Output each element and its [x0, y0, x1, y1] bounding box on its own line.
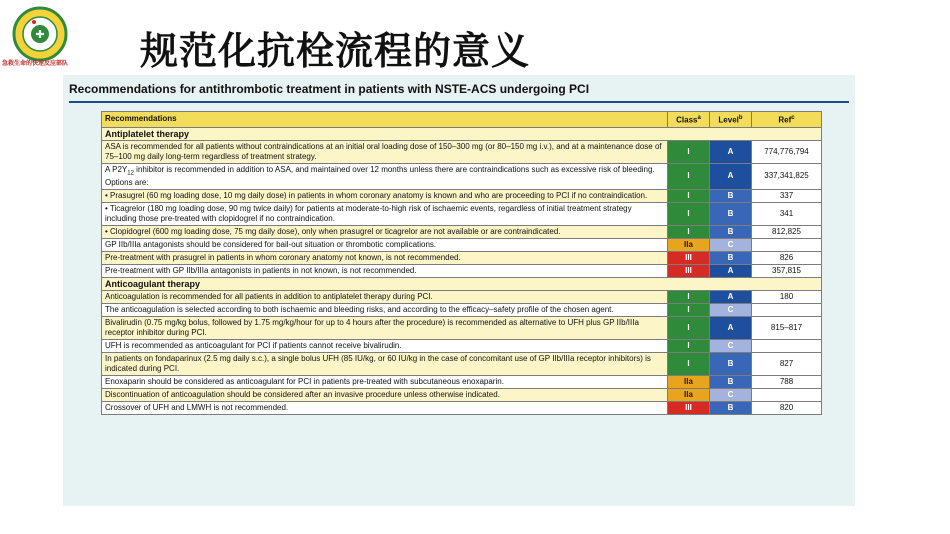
reference-cell: [752, 239, 822, 252]
level-badge: C: [710, 389, 752, 402]
guideline-table-image: [63, 75, 855, 506]
class-badge: I: [668, 163, 710, 190]
hospital-logo-icon: [10, 6, 70, 62]
section-header-row: [102, 127, 822, 140]
recommendation-text: • Ticagrelor (180 mg loading dose, 90 mg twice daily) for patients at moderate-to-high risk of ischaemic events, regardless of initial treatment strategy including those pre-treated with clopidogrel if no contraindication.: [102, 203, 668, 226]
recommendation-text: A $P2Y_{12}$ inhibitor is recommended in addition to ASA, and maintained over 12 months unless there are contraindications such as excessive risk of bleeding. Options are:: [102, 163, 668, 190]
table-row: [102, 317, 822, 340]
level-badge: A: [710, 317, 752, 340]
class-badge: III: [668, 402, 710, 415]
reference-cell: 827: [752, 353, 822, 376]
recommendation-text: Anticoagulation is recommended for all patients in addition to antiplatelet therapy during PCI.: [102, 291, 668, 304]
table-body: [102, 127, 822, 415]
level-badge: C: [710, 304, 752, 317]
recommendation-text: Crossover of UFH and LMWH is not recommended.: [102, 402, 668, 415]
recommendation-text: Pre-treatment with GP IIb/IIIa antagonists in patients in not known, is not recommended.: [102, 265, 668, 278]
class-badge: I: [668, 317, 710, 340]
recommendation-text: Pre-treatment with prasugrel in patients in whom coronary anatomy not known, is not recommended.: [102, 252, 668, 265]
recommendation-text: In patients on fondaparinux (2.5 mg daily s.c.), a single bolus UFH (85 IU/kg, or 60 IU/kg in the case of concomitant use of GP IIb/IIIa receptor inhibitors) is indicated during PCI.: [102, 353, 668, 376]
table-row: [102, 140, 822, 163]
recommendation-text: Discontinuation of anticoagulation should be considered after an invasive procedure unless otherwise indicated.: [102, 389, 668, 402]
recommendation-text: UFH is recommended as anticoagulant for PCI if patients cannot receive bivalirudin.: [102, 340, 668, 353]
class-badge: III: [668, 252, 710, 265]
reference-cell: [752, 340, 822, 353]
reference-cell: 820: [752, 402, 822, 415]
recommendation-text: • Clopidogrel (600 mg loading dose, 75 mg daily dose), only when prasugrel or ticagrelor are not available or are contraindicated.: [102, 226, 668, 239]
section-header-row: [102, 278, 822, 291]
recommendation-text: GP IIb/IIIa antagonists should be considered for bail-out situation or thrombotic complications.: [102, 239, 668, 252]
col-header-class: Class$^a$: [668, 112, 710, 128]
col-header-recommendations: Recommendations: [102, 112, 668, 128]
recommendation-text: Enoxaparin should be considered as anticoagulant for PCI in patients pre-treated with subcutaneous enoxaparin.: [102, 376, 668, 389]
level-badge: C: [710, 340, 752, 353]
reference-cell: 812,825: [752, 226, 822, 239]
level-badge: A: [710, 140, 752, 163]
table-row: [102, 203, 822, 226]
level-badge: B: [710, 353, 752, 376]
reference-cell: 774,776,794: [752, 140, 822, 163]
level-badge: A: [710, 265, 752, 278]
level-badge: A: [710, 291, 752, 304]
slide-title: 规范化抗栓流程的意义: [140, 29, 531, 73]
level-badge: B: [710, 203, 752, 226]
recommendations-table: [101, 111, 822, 415]
level-badge: B: [710, 190, 752, 203]
table-row: [102, 226, 822, 239]
table-row: [102, 291, 822, 304]
level-badge: C: [710, 239, 752, 252]
table-row: [102, 340, 822, 353]
class-badge: I: [668, 226, 710, 239]
class-badge: I: [668, 203, 710, 226]
recommendation-text: Bivalirudin (0.75 mg/kg bolus, followed by 1.75 mg/kg/hour for up to 4 hours after the procedure) is recommended as alternative to UFH plus GP IIb/IIIa receptor inhibitor during PCI.: [102, 317, 668, 340]
section-title: Antiplatelet therapy: [102, 127, 822, 140]
table-row: [102, 304, 822, 317]
class-badge: I: [668, 190, 710, 203]
reference-cell: [752, 389, 822, 402]
reference-cell: 341: [752, 203, 822, 226]
reference-cell: 337,341,825: [752, 163, 822, 190]
class-badge: IIa: [668, 376, 710, 389]
reference-cell: 788: [752, 376, 822, 389]
table-row: [102, 389, 822, 402]
table-row: [102, 376, 822, 389]
logo-caption: 急救生命的快速反应部队: [2, 61, 69, 67]
recommendation-text: The anticoagulation is selected according to both ischaemic and bleeding risks, and according to the efficacy–safety profile of the chosen agent.: [102, 304, 668, 317]
table-row: [102, 252, 822, 265]
class-badge: III: [668, 265, 710, 278]
level-badge: B: [710, 226, 752, 239]
class-badge: IIa: [668, 239, 710, 252]
table-row: [102, 239, 822, 252]
reference-cell: 180: [752, 291, 822, 304]
level-badge: B: [710, 376, 752, 389]
class-badge: I: [668, 291, 710, 304]
class-badge: I: [668, 140, 710, 163]
table-row: [102, 163, 822, 190]
reference-cell: 815–817: [752, 317, 822, 340]
col-header-level: Level$^b$: [710, 112, 752, 128]
recommendation-text: • Prasugrel (60 mg loading dose, 10 mg daily dose) in patients in whom coronary anatomy is known and who are proceeding to PCI if no contraindication.: [102, 190, 668, 203]
class-badge: I: [668, 304, 710, 317]
table-row: [102, 265, 822, 278]
title-divider: [69, 101, 849, 103]
table-row: [102, 402, 822, 415]
table-title: Recommendations for antithrombotic treatment in patients with NSTE-ACS undergoing PCI: [69, 82, 590, 96]
recommendation-text: ASA is recommended for all patients without contraindications at an initial oral loading dose of 150–300 mg (or 80–150 mg i.v.), and at a maintenance dose of 75–100 mg daily long-term regardless of treatment strategy.: [102, 140, 668, 163]
class-badge: I: [668, 340, 710, 353]
level-badge: B: [710, 402, 752, 415]
table-row: [102, 353, 822, 376]
section-title: Anticoagulant therapy: [102, 278, 822, 291]
reference-cell: 337: [752, 190, 822, 203]
level-badge: A: [710, 163, 752, 190]
col-header-ref: Ref$^c$: [752, 112, 822, 128]
reference-cell: 826: [752, 252, 822, 265]
class-badge: I: [668, 353, 710, 376]
reference-cell: 357,815: [752, 265, 822, 278]
level-badge: B: [710, 252, 752, 265]
class-badge: IIa: [668, 389, 710, 402]
reference-cell: [752, 304, 822, 317]
table-row: [102, 190, 822, 203]
table-header-row: [102, 112, 822, 128]
